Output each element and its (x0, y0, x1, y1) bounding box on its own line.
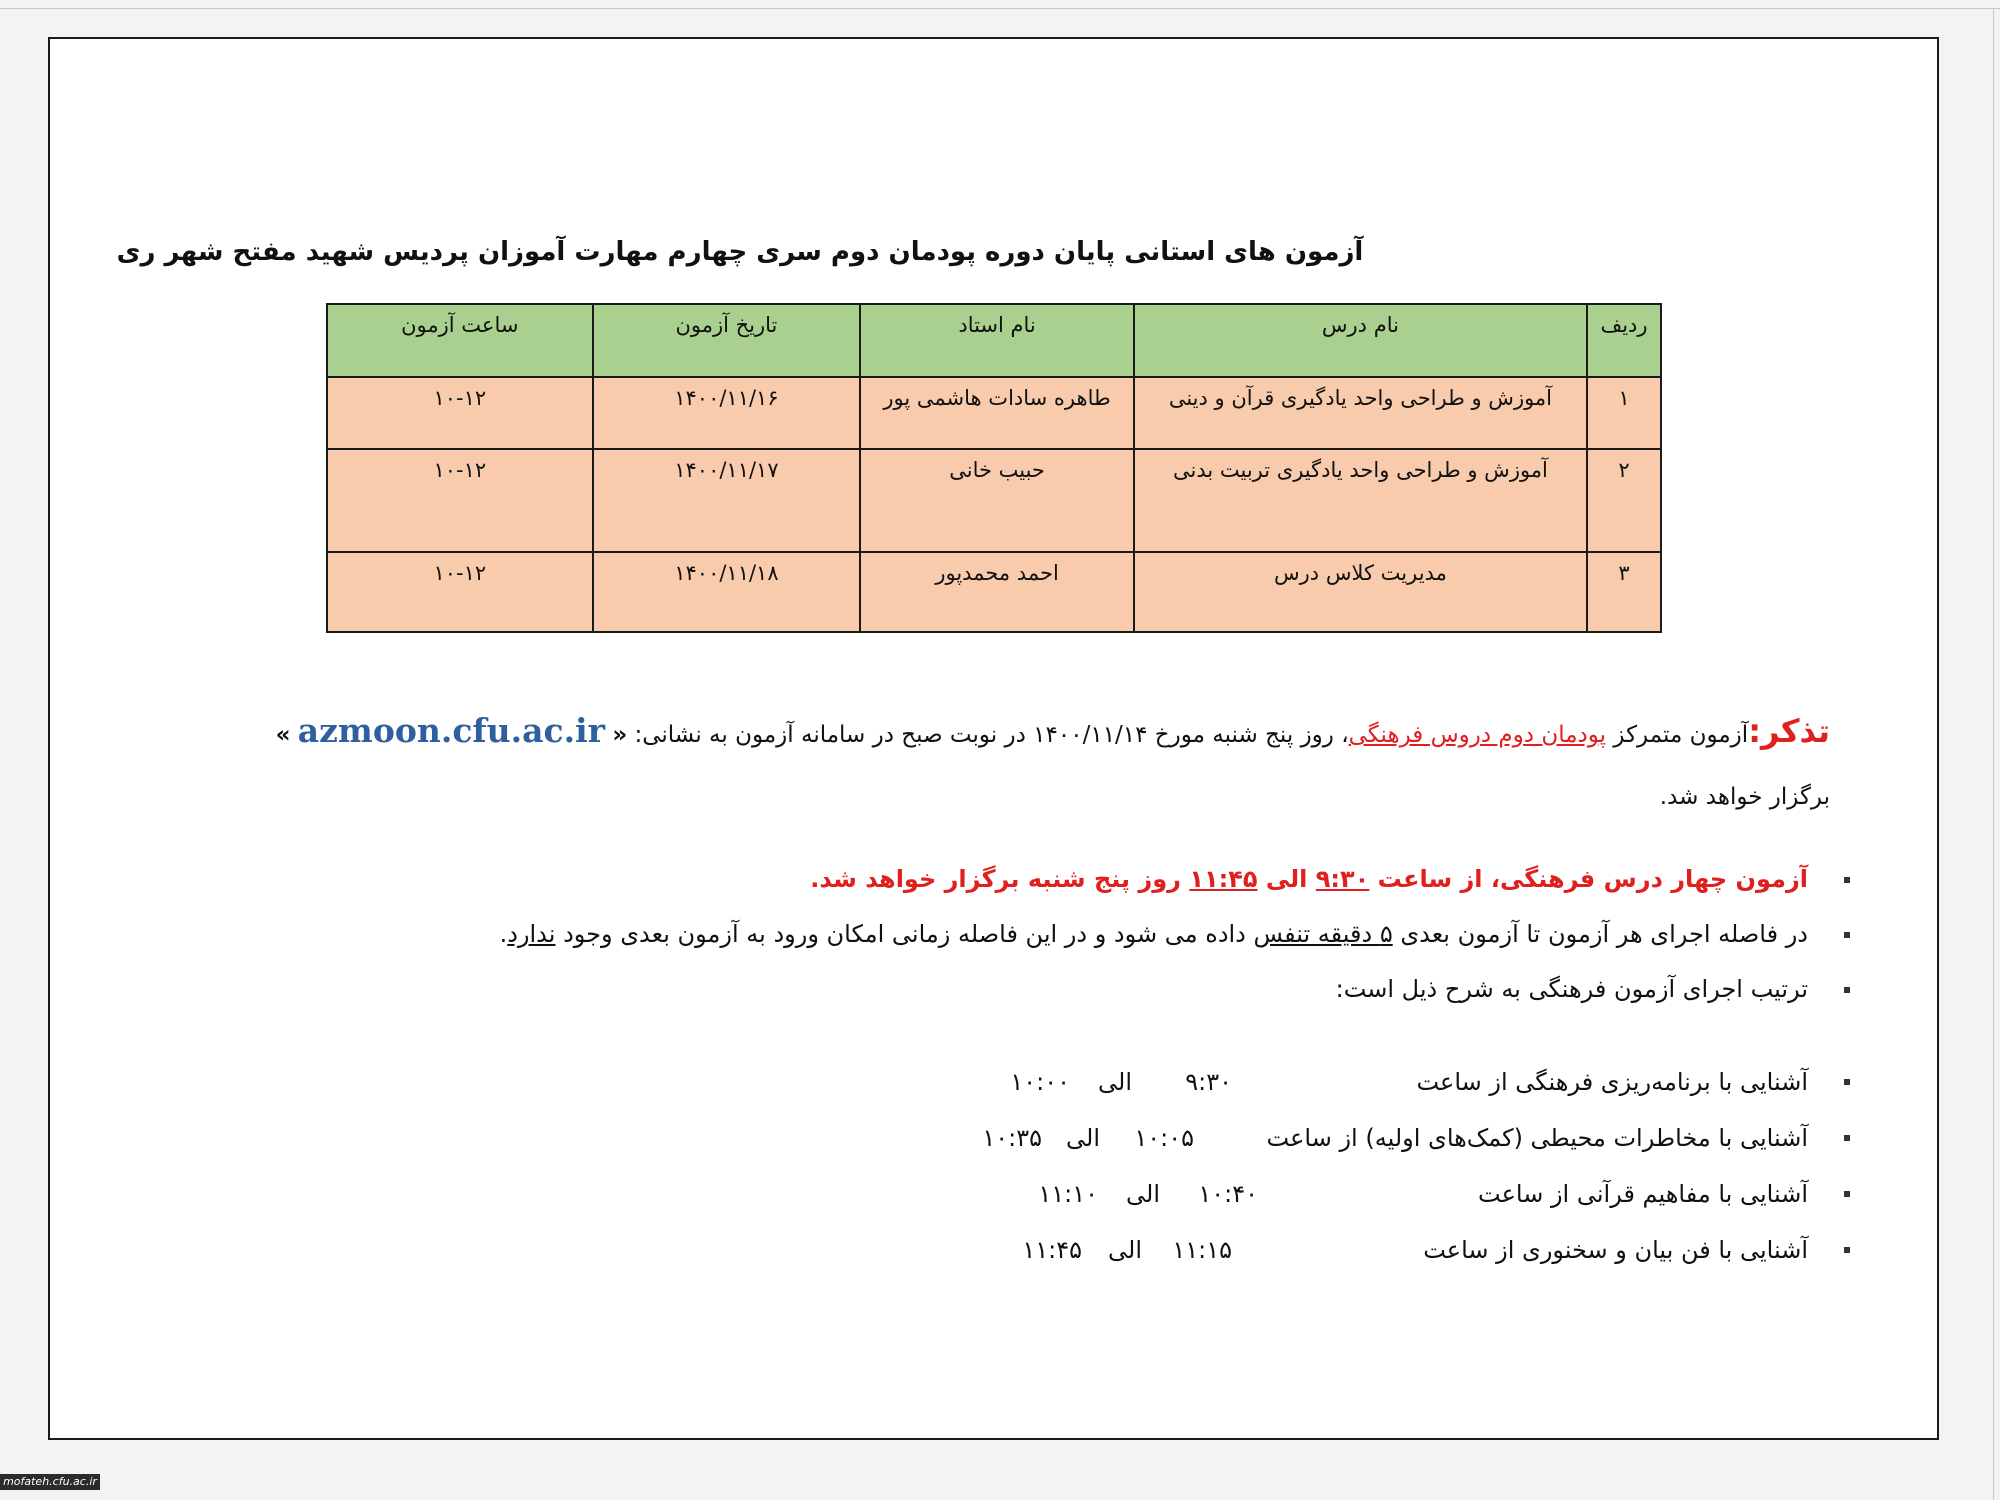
bullet3-text: ترتیب اجرای آزمون فرهنگی به شرح ذیل است: (1335, 975, 1808, 1003)
bullet-icon (1844, 1135, 1850, 1141)
cell-course: آموزش و طراحی واحد یادگیری تربیت بدنی (1134, 449, 1587, 552)
bullet-icon (1844, 1191, 1850, 1197)
header-teacher: نام استاد (860, 304, 1134, 377)
schedule-end: ۱۱:۴۵ (1022, 1236, 1082, 1264)
document-title (0, 237, 2000, 267)
header-time: ساعت آزمون (327, 304, 593, 377)
cell-teacher: حبیب خانی (860, 449, 1134, 552)
cell-teacher: طاهره سادات هاشمی پور (860, 377, 1134, 449)
cell-row-number: ۱ (1587, 377, 1661, 449)
bullet1-until: الی (1257, 865, 1316, 893)
bullet-break-rule (500, 907, 1850, 962)
cell-date: ۱۴۰۰/۱۱/۱۸ (593, 552, 861, 632)
viewer-right-border (1993, 8, 1994, 1500)
cell-time: ۱۰-۱۲ (327, 552, 593, 632)
cell-time: ۱۰-۱۲ (327, 377, 593, 449)
header-date: تاریخ آزمون (593, 304, 861, 377)
schedule-name: آشنایی با برنامه‌ریزی فرهنگی از ساعت (1416, 1068, 1808, 1096)
schedule-name: آشنایی با مخاطرات محیطی (کمک‌های اولیه) از ساعت (1266, 1124, 1808, 1152)
note-label: تذکر: (1748, 712, 1830, 750)
bullet-icon (1844, 1247, 1850, 1253)
cell-time: ۱۰-۱۲ (327, 449, 593, 552)
schedule-name: آشنایی با مفاهیم قرآنی از ساعت (1478, 1180, 1808, 1208)
note-text-b: ، روز پنج شنبه مورخ ۱۴۰۰/۱۱/۱۴ در نوبت صبح در سامانه آزمون به نشانی: (627, 722, 1349, 748)
reminder-note (150, 700, 1830, 828)
schedule-end: ۱۰:۳۵ (982, 1124, 1042, 1152)
bullet1-text-b: روز پنج شنبه برگزار خواهد شد. (810, 865, 1190, 893)
cell-row-number: ۲ (1587, 449, 1661, 552)
schedule-start: ۱۱:۱۵ (1172, 1236, 1232, 1264)
bullet-order-intro (500, 962, 1850, 1017)
header-row-number: ردیف (1587, 304, 1661, 377)
bullet2-text-b: داده می شود و در این فاصله زمانی امکان ورود به آزمون بعدی وجود (555, 920, 1254, 948)
schedule-item (950, 1110, 1850, 1166)
bullet2-end: . (499, 920, 508, 948)
bullet2-not: ندارد (507, 920, 556, 948)
cell-teacher: احمد محمدپور (860, 552, 1134, 632)
viewer-top-border (0, 8, 2000, 9)
note-highlight: پودمان دوم دروس فرهنگی (1348, 722, 1607, 748)
bullet-icon (1844, 987, 1850, 993)
schedule-item (950, 1222, 1850, 1278)
cell-course: مدیریت کلاس درس (1134, 552, 1587, 632)
bullet2-break: ۵ دقیقه تنفس (1253, 920, 1393, 948)
bullet1-end: ۱۱:۴۵ (1189, 865, 1258, 893)
schedule-start: ۱۰:۰۵ (1134, 1124, 1194, 1152)
bullet2-text-a: در فاصله اجرای هر آزمون تا آزمون بعدی (1392, 920, 1808, 948)
note-text-c: برگزار خواهد شد. (1659, 784, 1830, 810)
bullet-icon (1844, 932, 1850, 938)
cell-date: ۱۴۰۰/۱۱/۱۶ (593, 377, 861, 449)
exam-table (326, 303, 1662, 633)
schedule-item (950, 1166, 1850, 1222)
footer-site-tag[interactable]: mofateh.cfu.ac.ir (0, 1474, 100, 1490)
schedule-until: الی (1098, 1068, 1132, 1096)
schedule-end: ۱۰:۰۰ (1010, 1068, 1070, 1096)
note-text-a: آزمون متمرکز (1606, 722, 1749, 748)
bullet-icon (1844, 877, 1850, 883)
cell-row-number: ۳ (1587, 552, 1661, 632)
quote-open: « (612, 722, 628, 748)
bullet-icon (1844, 1079, 1850, 1085)
schedule-until: الی (1126, 1180, 1160, 1208)
table-row (327, 449, 1661, 552)
table-row (327, 552, 1661, 632)
bullet1-text-a: آزمون چهار درس فرهنگی، از ساعت (1369, 865, 1808, 893)
schedule-item (950, 1054, 1850, 1110)
table-row (327, 377, 1661, 449)
exam-site-link[interactable]: azmoon.cfu.ac.ir (297, 711, 605, 750)
cell-date: ۱۴۰۰/۱۱/۱۷ (593, 449, 861, 552)
bullet1-start: ۹:۳۰ (1315, 865, 1370, 893)
table-header-row (327, 304, 1661, 377)
quote-close: » (275, 722, 291, 748)
header-course: نام درس (1134, 304, 1587, 377)
cell-course: آموزش و طراحی واحد یادگیری قرآن و دینی (1134, 377, 1587, 449)
schedule-until: الی (1066, 1124, 1100, 1152)
title-text: آزمون های استانی پایان دوره پودمان دوم سری چهارم مهارت آموزان پردیس شهید مفتح شهر ری (116, 237, 1364, 267)
bullet-exam-time (500, 852, 1850, 907)
schedule-end: ۱۱:۱۰ (1038, 1180, 1098, 1208)
schedule-until: الی (1108, 1236, 1142, 1264)
schedule-name: آشنایی با فن بیان و سخنوری از ساعت (1423, 1236, 1808, 1264)
schedule-start: ۱۰:۴۰ (1198, 1180, 1258, 1208)
schedule-start: ۹:۳۰ (1185, 1068, 1232, 1096)
schedule-list (950, 1054, 1850, 1278)
info-bullets (500, 852, 1850, 1017)
